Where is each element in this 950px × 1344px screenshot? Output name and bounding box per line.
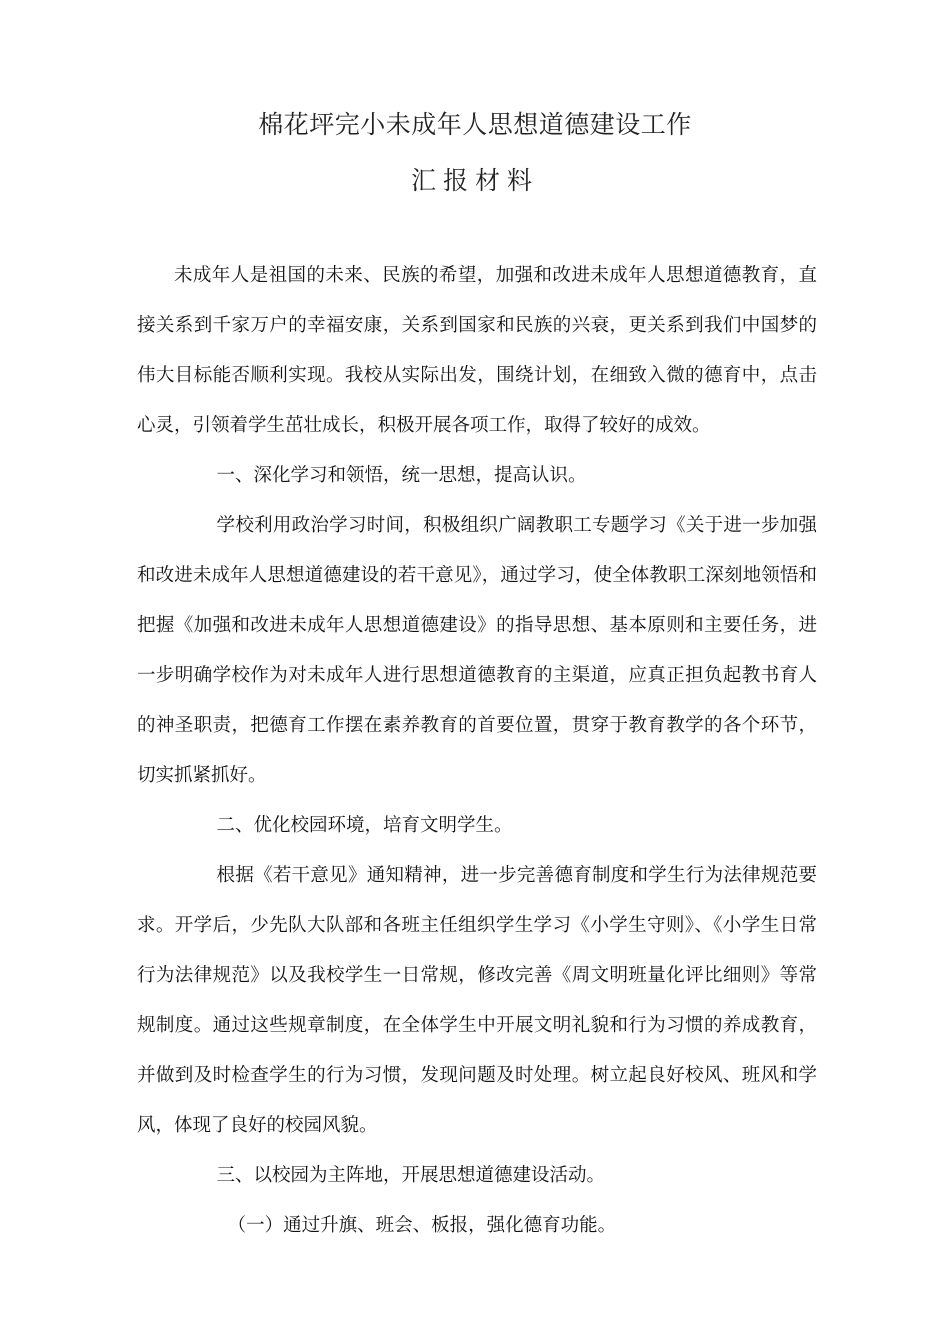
document-body [137,251,817,1251]
section-heading-3: 三、以校园为主阵地，开展思想道德建设活动。 [216,1165,606,1186]
section-heading-2: 二、优化校园环境，培育文明学生。 [216,815,513,836]
title-line-1: 棉花坪完小未成年人思想道德建设工作 [258,110,692,139]
section-heading-1: 一、深化学习和领悟，统一思想，提高认识。 [216,465,587,486]
title-line-2: 汇报材料 [410,166,539,195]
document-title [0,103,950,203]
section-paragraph-2: 根据《若干意见》通知精神，进一步完善德育制度和学生行为法律规范要求。开学后，少先队大队部和各班主任组织学生学习《小学生守则》、《小学生日常行为法律规范》以及我校学生一日常规，修改完善《周文明班量化评比细则》等常规制度。通过这些规章制度，在全体学生中开展文明礼貌和行为习惯的养成教育，并做到及时检查学生的行为习惯，发现问题及时处理。树立起良好校风、班风和学风，体现了良好的校园风貌。 [137,865,817,1136]
intro-paragraph: 未成年人是祖国的未来、民族的希望，加强和改进未成年人思想道德教育，直接关系到千家万户的幸福安康，关系到国家和民族的兴衰，更关系到我们中国梦的伟大目标能否顺利实现。我校从实际出发，围绕计划，在细致入微的德育中，点击心灵，引领着学生茁壮成长，积极开展各项工作，取得了较好的成效。 [137,265,817,436]
section-paragraph-1: 学校利用政治学习时间，积极组织广阔教职工专题学习《关于进一步加强和改进未成年人思想道德建设的若干意见》，通过学习，使全体教职工深刻地领悟和把握《加强和改进未成年人思想道德建设》的指导思想、基本原则和主要任务，进一步明确学校作为对未成年人进行思想道德教育的主渠道，应真正担负起教书育人的神圣职责，把德育工作摆在素养教育的首要位置，贯穿于教育教学的各个环节，切实抓紧抓好。 [137,515,817,786]
subsection-heading-1: （一）通过升旗、班会、板报，强化德育功能。 [227,1215,617,1236]
